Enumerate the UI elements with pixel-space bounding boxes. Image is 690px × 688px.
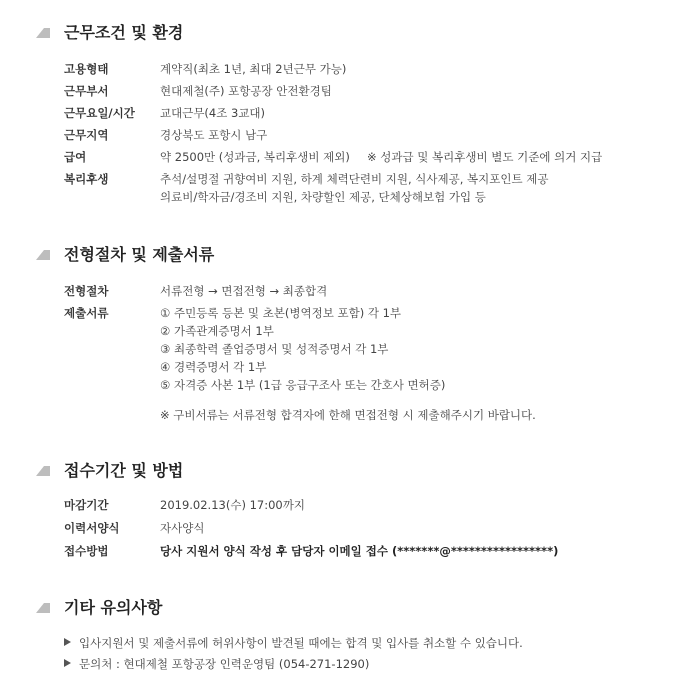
row-label: 근무부서 [64, 84, 109, 98]
document-item: ③ 최종학력 졸업증명서 및 성적증명서 각 1부 [160, 342, 389, 356]
row-value: 현대제철(주) 포항공장 안전환경팀 [160, 84, 332, 98]
row-value: 경상북도 포항시 남구 [160, 128, 268, 142]
row-label: 접수방법 [64, 544, 109, 558]
section-title: 전형절차 및 제출서류 [64, 245, 215, 264]
row-value: 계약직(최초 1년, 최대 2년근무 가능) [160, 62, 347, 76]
document-item: ① 주민등록 등본 및 초본(병역정보 포함) 각 1부 [160, 306, 402, 320]
section-title: 근무조건 및 환경 [64, 23, 184, 42]
row-label: 근무지역 [64, 128, 109, 142]
document-item: ④ 경력증명서 각 1부 [160, 360, 267, 374]
row-value: 약 2500만 (성과금, 복리후생비 제외) [160, 150, 350, 164]
row-label: 고용형태 [64, 62, 109, 76]
heading-marker-icon [34, 250, 50, 260]
document-item: ② 가족관계증명서 1부 [160, 324, 274, 338]
document-item: ⑤ 자격증 사본 1부 (1급 응급구조사 또는 간호사 면허증) [160, 378, 446, 392]
heading-marker-icon [34, 466, 50, 476]
row-label: 마감기간 [64, 498, 109, 512]
row-label: 전형절차 [64, 284, 109, 298]
row-value-line: 추석/설명절 귀향여비 지원, 하계 체력단련비 지원, 식사제공, 복지포인트 제공 [160, 172, 549, 186]
row-label: 이력서양식 [64, 521, 120, 535]
row-note: ※ 성과급 및 복리후생비 별도 기준에 의거 지급 [367, 150, 603, 164]
row-value-line: 의료비/학자금/경조비 지원, 차량할인 제공, 단체상해보험 가입 등 [160, 190, 486, 204]
footnote: ※ 구비서류는 서류전형 합격자에 한해 면접전형 시 제출해주시기 바랍니다. [160, 408, 536, 422]
row-label: 급여 [64, 150, 87, 164]
heading-marker-icon [34, 28, 50, 38]
section-title: 기타 유의사항 [64, 598, 163, 617]
row-label: 복리후생 [64, 172, 109, 186]
row-label: 근무요일/시간 [64, 106, 135, 120]
row-label: 제출서류 [64, 306, 109, 320]
section-title: 접수기간 및 방법 [64, 461, 184, 480]
row-value: 서류전형 → 면접전형 → 최종합격 [160, 284, 328, 298]
row-value: 당사 지원서 양식 작성 후 담당자 이메일 접수 (*******@*****************) [160, 544, 559, 558]
row-value: 교대근무(4조 3교대) [160, 106, 266, 120]
triangle-bullet-icon [64, 638, 71, 646]
notice-text: 문의처 : 현대제철 포항공장 인력운영팀 (054-271-1290) [79, 657, 370, 671]
row-value: 자사양식 [160, 521, 205, 535]
row-value: 2019.02.13(수) 17:00까지 [160, 498, 305, 512]
notice-item [64, 634, 523, 652]
notice-text: 입사지원서 및 제출서류에 허위사항이 발견될 때에는 합격 및 입사를 취소할 수 있습니다. [79, 636, 523, 650]
heading-marker-icon [34, 603, 50, 613]
triangle-bullet-icon [64, 659, 71, 667]
notice-item [64, 655, 369, 673]
